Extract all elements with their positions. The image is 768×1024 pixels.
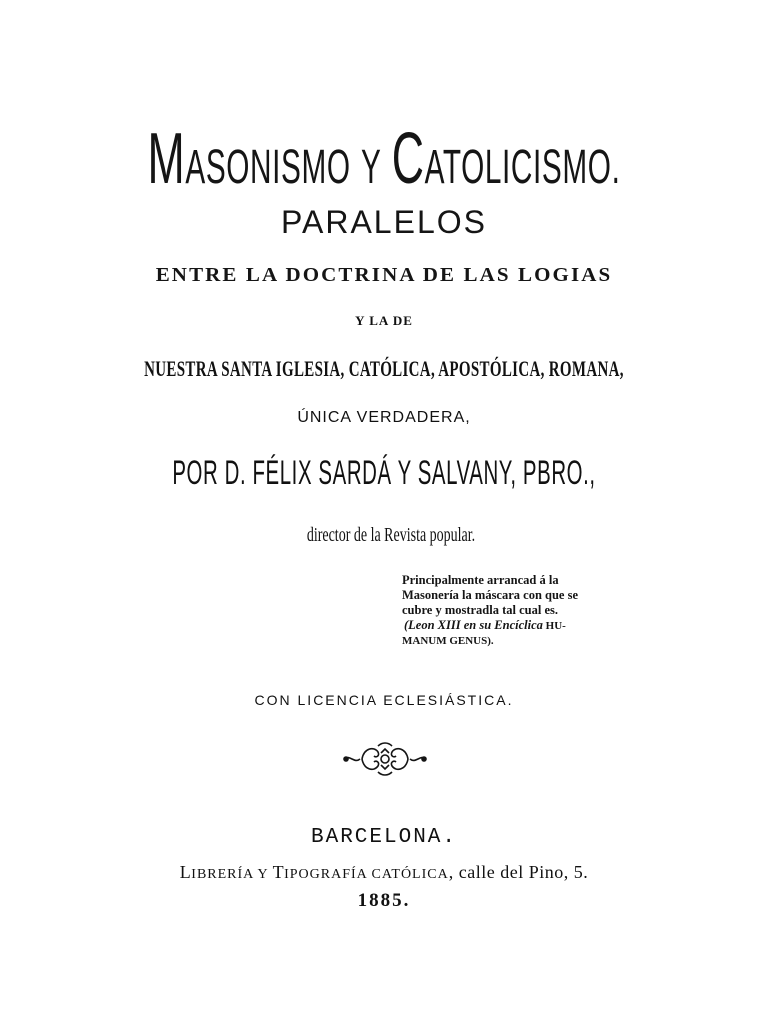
publisher-initial-l: L [179,862,192,882]
subtitle: PARALELOS [281,204,487,240]
publisher-libreria: IBRERÍA [191,867,254,882]
epigraph [402,573,652,649]
publisher-initial-t: T [272,862,285,882]
epigraph-line-4 [402,618,652,634]
epigraph-line-3: cubre y mostradla tal cual es. [402,603,559,617]
subtitle-line-y-la-de: Y LA DE [355,313,413,328]
epigraph-line-2: Masonería la máscara con que se [402,588,579,602]
place-of-publication: BARCELONA. [310,826,458,849]
license-note: CON LICENCIA ECLESIÁSTICA. [254,692,514,708]
epigraph-source: (Leon XIII en su Encíclica [404,618,543,632]
title-y: Y [360,141,382,194]
subtitle-line-entre: ENTRE LA DOCTRINA DE LAS LOGIAS [155,264,613,286]
publisher-line [0,862,768,883]
publisher-catolica: CATÓLICA [367,867,449,882]
author-line: POR D. FÉLIX SARDÁ Y SALVANY, PBRO., [172,454,596,492]
publisher-y: Y [253,867,273,882]
publisher-address: , calle del Pino, 5. [448,862,589,882]
publication-year: 1885. [357,890,411,911]
subtitle-line-unica: ÚNICA VERDADERA, [297,409,471,426]
epigraph-line-1: Principalmente arrancad á la [402,573,559,587]
title-initial-m: M [147,119,186,199]
author-role: director de la Revista popular. [306,524,476,546]
subtitle-line-nuestra: NUESTRA SANTA IGLESIA, CATÓLICA, APOSTÓLICA, ROMANA, [144,356,624,381]
epigraph-line-5: MANUM GENUS). [402,635,494,647]
ornament-fleuron-icon [340,740,430,778]
title-initial-c: C [391,119,425,199]
title-masonismo: ASONISMO [185,141,351,194]
book-title [146,118,622,200]
epigraph-source-end: HU- [542,620,566,632]
publisher-tipografia: IPOGRAFÍA [284,867,367,882]
title-catolicismo: ATOLICISMO. [424,141,621,194]
